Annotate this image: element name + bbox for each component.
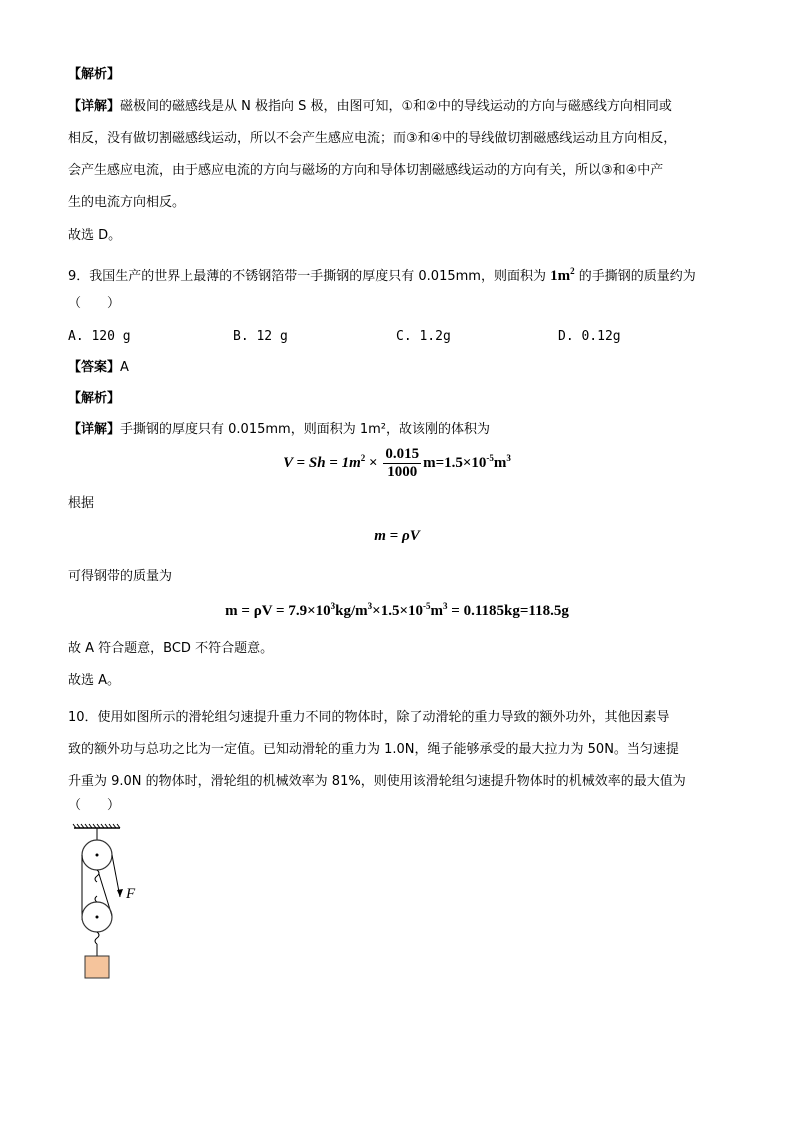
conclusion-line: 故 A 符合题意，BCD 不符合题意。 — [68, 641, 274, 656]
unit-text: 1m — [550, 268, 571, 284]
rest: m=1.5×10 — [423, 454, 487, 471]
tag: 【答案】 — [68, 360, 121, 375]
formula-volume — [0, 446, 794, 481]
load-block — [85, 956, 109, 978]
tag: 【解析】 — [68, 67, 121, 82]
pulley-system-icon — [68, 822, 148, 982]
sup: 3 — [443, 601, 448, 611]
tag: 【详解】 — [68, 422, 121, 437]
option-d: D. 0.12g — [558, 329, 621, 344]
unit: m — [493, 454, 507, 471]
sup: 2 — [360, 452, 366, 463]
part: kg/m — [335, 603, 368, 619]
detail-line — [68, 98, 672, 116]
option-c: C. 1.2g — [396, 329, 451, 344]
sup: 3 — [506, 452, 511, 463]
q10-stem-line: 升重为 9.0N 的物体时，滑轮组的机械效率为 81%，则使用该滑轮组匀速提升物体时的机械效率的最大值为 — [68, 774, 686, 789]
choice-line: 故选 D。 — [68, 228, 122, 243]
part: m — [430, 603, 444, 619]
detail-line: 会产生感应电流，由于感应电流的方向与磁场的方向和导体切割磁感线运动的方向有关，所以③和④中产 — [68, 163, 664, 178]
part: = 0.1185kg=118.5g — [447, 603, 569, 619]
fraction — [383, 446, 421, 481]
answer: A — [120, 360, 129, 375]
text: 9．我国生产的世界上最薄的不锈钢箔带一手撕钢的厚度只有 0.015mm，则面积为 — [68, 269, 551, 284]
mass-intro: 可得钢带的质量为 — [68, 569, 173, 584]
detail-line: 生的电流方向相反。 — [68, 195, 186, 210]
choice-line: 故选 A。 — [68, 673, 121, 688]
analysis-heading — [68, 66, 120, 84]
tag: 【详解】 — [68, 99, 121, 114]
numerator: 0.015 — [385, 446, 420, 462]
sup: 3 — [367, 601, 373, 611]
part: ×1.5×10 — [372, 603, 424, 619]
unit — [550, 268, 575, 284]
q9-blank: （ ） — [68, 296, 121, 311]
sup: -5 — [423, 601, 431, 611]
lhs: V = Sh = 1m — [283, 454, 361, 471]
according-line: 根据 — [68, 496, 95, 511]
text: 的手撕钢的质量约为 — [574, 269, 696, 284]
times: × — [365, 454, 382, 471]
answer-line — [68, 359, 129, 377]
option-a: A. 120 g — [68, 329, 131, 344]
q10-blank: （ ） — [68, 798, 121, 813]
part: m = ρV = 7.9×10 — [225, 603, 331, 619]
denominator: 1000 — [387, 464, 418, 480]
text: 手撕钢的厚度只有 0.015mm，则面积为 1m²，故该刚的体积为 — [120, 422, 490, 437]
force-label: F — [126, 886, 136, 902]
tag: 【解析】 — [68, 391, 121, 406]
sup: 3 — [330, 601, 336, 611]
q9-stem — [68, 262, 696, 286]
q10-stem-line: 10．使用如图所示的滑轮组匀速提升重力不同的物体时，除了动滑轮的重力导致的额外功外，其他因素导 — [68, 710, 670, 725]
sup: -5 — [486, 452, 494, 463]
pulley-figure — [68, 822, 148, 986]
text: 磁极间的磁感线是从 N 极指向 S 极，由图可知，①和②中的导线运动的方向与磁感线方向相同或 — [120, 99, 672, 114]
sup: 2 — [570, 266, 575, 276]
detail-line — [68, 421, 490, 439]
q10-stem-line: 致的额外功与总功之比为一定值。已知动滑轮的重力为 1.0N，绳子能够承受的最大拉力为 50N。当匀速提 — [68, 742, 679, 757]
detail-line: 相反，没有做切割磁感线运动，所以不会产生感应电流；而③和④中的导线做切割磁感线运动且方向相反， — [68, 131, 677, 146]
formula-mass: m = ρV — [374, 528, 420, 544]
formula-mass-calc — [0, 601, 794, 620]
option-b: B. 12 g — [233, 329, 288, 344]
analysis-heading — [68, 390, 120, 408]
